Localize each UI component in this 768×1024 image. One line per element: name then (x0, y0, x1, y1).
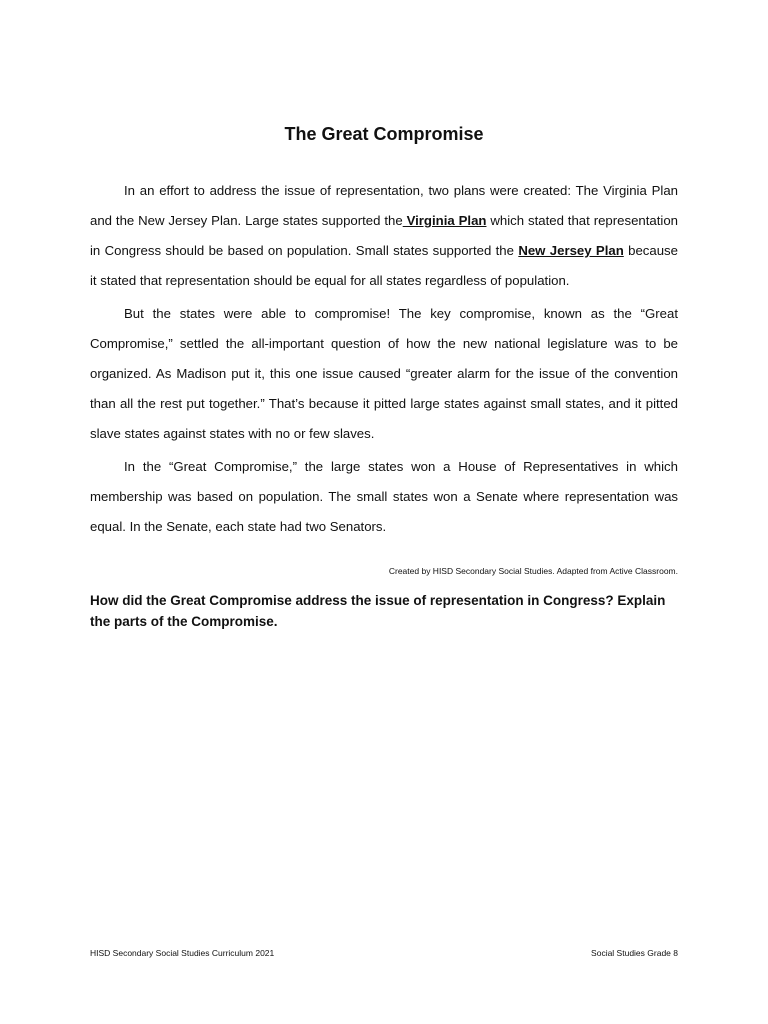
paragraph-1 (90, 176, 678, 296)
source-credit: Created by HISD Secondary Social Studies. Adapted from Active Classroom. (388, 566, 678, 576)
discussion-question: How did the Great Compromise address the issue of representation in Congress? Explain the parts of the Compromise. (90, 593, 666, 629)
paragraph-1-text-a: In an effort to address the issue of representation, two plans were created: The Virginia Plan and the New Jersey Plan. Large states supported the (90, 183, 678, 228)
paragraph-2: But the states were able to compromise! The key compromise, known as the “Great Compromise,” settled the all-important question of how the new national legislature was to be organized. As Madison put it, this one issue caused “greater alarm for the issue of the convention than all the rest put together.” That’s because it pitted large states against small states, and it pitted slave states against states with no or few slaves. (90, 306, 678, 441)
virginia-plan-term: Virginia Plan (402, 213, 487, 228)
page-title: The Great Compromise (284, 124, 484, 144)
footer-curriculum: HISD Secondary Social Studies Curriculum 2021 (90, 948, 275, 958)
new-jersey-plan-term: New Jersey Plan (518, 243, 624, 258)
paragraph-1-text-c: because it stated that representation should be equal for all states regardless of population. (90, 243, 678, 288)
footer-grade: Social Studies Grade 8 (591, 948, 678, 958)
article-body (90, 176, 678, 545)
paragraph-1-text-b: which stated that representation in Congress should be based on population. Small states supported the (90, 213, 678, 258)
paragraph-3: In the “Great Compromise,” the large states won a House of Representatives in which membership was based on population. The small states won a Senate where representation was equal. In the Senate, each state had two Senators. (90, 459, 678, 534)
